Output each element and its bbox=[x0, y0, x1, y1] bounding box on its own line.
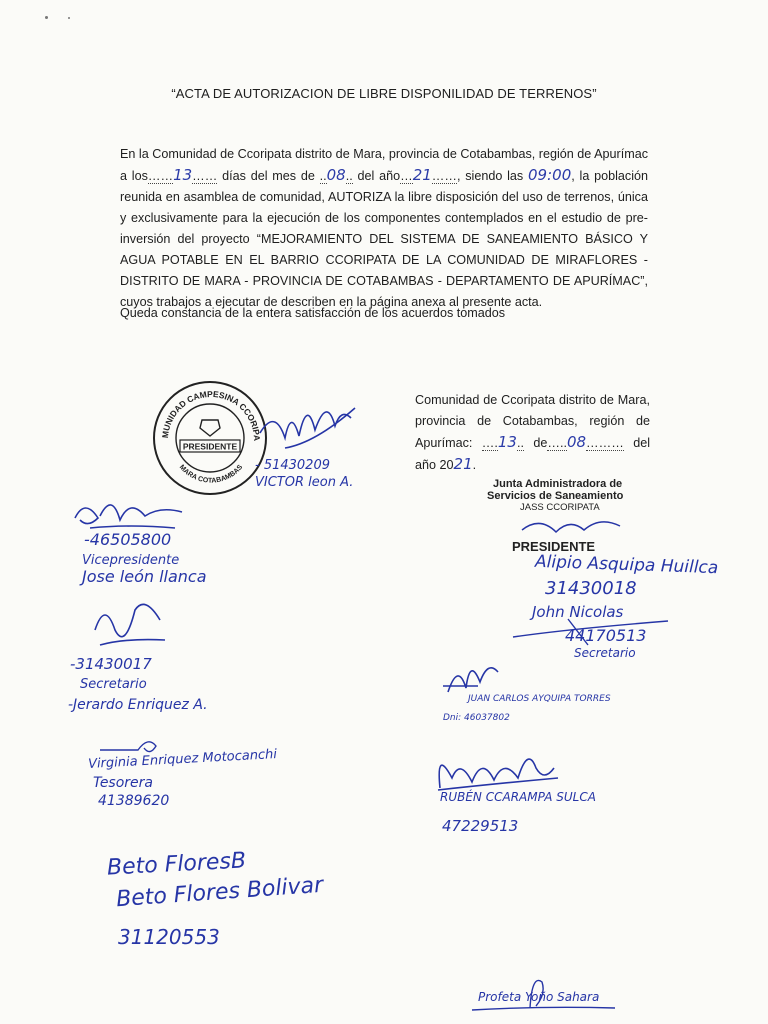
document-title: “ACTA DE AUTORIZACION DE LIBRE DISPONILIDAD DE TERRENOS” bbox=[171, 86, 597, 101]
scan-speck bbox=[68, 17, 70, 19]
handwritten-time: 09:00 bbox=[528, 166, 572, 184]
stamp-center-text: PRESIDENTE bbox=[182, 441, 238, 452]
loc-text-c: del año 20 bbox=[415, 436, 651, 472]
loc-text-b: de bbox=[533, 436, 548, 450]
location-date-block: Comunidad de Ccoripata distrito de Mara, provincia de Cotabambas, región de Apurímac: ….13.. de…..08……… del año 2021. bbox=[415, 393, 651, 473]
nicolas-dni: 44170513 bbox=[565, 626, 647, 645]
p1-text-c: del año bbox=[357, 169, 401, 183]
loc-text-end: . bbox=[472, 458, 477, 472]
p1-text-b: días del mes de bbox=[222, 169, 315, 183]
handwritten-day: 13 bbox=[173, 166, 193, 184]
handwritten-year: 21 bbox=[412, 166, 432, 184]
jerardo-name: -Jerardo Enriquez A. bbox=[68, 697, 208, 713]
nicolas-role: Secretario bbox=[574, 646, 636, 660]
juan-name: JUAN CARLOS AYQUIPA TORRES bbox=[468, 694, 611, 704]
virginia-dni: 41389620 bbox=[98, 793, 170, 809]
ruben-dni: 47229513 bbox=[442, 817, 519, 835]
victor-name: VICTOR leon A. bbox=[255, 475, 354, 490]
loc-handwritten-year: 21 bbox=[453, 455, 473, 473]
jass-stamp-role: PRESIDENTE bbox=[512, 539, 596, 554]
handwritten-month: 08 bbox=[326, 166, 346, 184]
main-paragraph: En la Comunidad de Ccoripata distrito de Mara, provincia de Cotabambas, región de Apurímac a los……13…… días del mes de ..08.. del año…21……, siendo las 09:00, la población reunida en asamblea de comunidad, AUTORIZA la libre disposición del uso de terrenos, única y exclusivamente para la ejecución de los componentes contemplados en el estudio de pre-inversión del proyecto “MEJORAMIENTO DEL SISTEMA DE SANEAMIENTO BÁSICO Y AGUA POTABLE EN EL BARRIO CCORIPATA DE LA COMUNIDAD DE MIRAFLORES - DISTRITO DE MARA - PROVINCIA DE COTABAMBAS - DEPARTAMENTO DE APURÍMAC”, cuyos trabajos a ejecutar de describen en la página anexa al presente acta. bbox=[120, 147, 649, 309]
beto-signature: Beto FloresB bbox=[106, 848, 247, 881]
jerardo-dni: -31430017 bbox=[70, 655, 152, 673]
alipio-dni: 31430018 bbox=[545, 578, 637, 599]
jass-president-signature-mark bbox=[520, 512, 630, 542]
community-round-stamp bbox=[146, 370, 270, 498]
nicolas-signature: John Nicolas bbox=[532, 603, 624, 621]
p1-text-e: , la población reunida en asamblea de comunidad, AUTORIZA la libre disposición del uso de terrenos, única y exclusivamente para la ejecución de los componentes contemplados en el estudio de pre-inversión del proyecto “MEJORAMIENTO DEL SISTEMA DE SANEAMIENTO BÁSICO Y AGUA POTABLE EN EL BARRIO CCORIPATA DE LA COMUNIDAD DE MIRAFLORES - DISTRITO DE MARA - PROVINCIA DE COTABAMBAS - DEPARTAMENTO DE APURÍMAC”, cuyos trabajos a ejecutar de describen en la página anexa al presente acta. bbox=[120, 169, 649, 309]
alipio-name: Alipio Asquipa Huillca bbox=[534, 551, 719, 579]
loc-handwritten-month: 08 bbox=[566, 433, 587, 451]
stamp-top-arc: COMUNIDAD CAMPESINA CCORIPATA bbox=[146, 370, 263, 441]
loc-text-a: Comunidad de Ccoripata distrito de Mara, provincia de Cotabambas, región de Apurímac: bbox=[415, 393, 650, 450]
virginia-name: Virginia Enriquez Motocanchi bbox=[87, 747, 278, 772]
jass-stamp-line1: Junta Administradora de bbox=[493, 478, 623, 490]
jerardo-signature-mark bbox=[85, 590, 175, 660]
jose-name: Jose león llanca bbox=[82, 567, 207, 586]
svg-text:MARA COTABAMBAS bbox=[178, 464, 245, 485]
juan-dni: Dni: 46037802 bbox=[443, 713, 510, 723]
beto-name: Beto Flores Bolivar bbox=[115, 872, 324, 913]
jerardo-role: Secretario bbox=[80, 677, 147, 692]
scan-speck bbox=[45, 16, 48, 19]
victor-signature-mark bbox=[255, 388, 365, 468]
ruben-signature-mark bbox=[432, 738, 572, 798]
ruben-name: RUBÉN CCARAMPA SULCA bbox=[440, 790, 596, 804]
jose-role: Vicepresidente bbox=[82, 553, 180, 568]
jass-stamp-line2: Servicios de Saneamiento bbox=[487, 490, 624, 502]
shield-emblem-icon bbox=[200, 420, 220, 436]
bottom-signature: Profeta Yoño Sahara bbox=[478, 990, 600, 1004]
virginia-role: Tesorera bbox=[93, 775, 153, 791]
satisfaction-paragraph: Queda constancia de la entera satisfacción de los acuerdos tomados bbox=[120, 306, 506, 320]
victor-dni: - 51430209 bbox=[255, 458, 330, 473]
p1-text-d: , siendo las bbox=[456, 169, 524, 183]
jose-dni: -46505800 bbox=[84, 530, 172, 549]
loc-handwritten-day: 13 bbox=[497, 433, 517, 451]
stamp-bottom-arc: MARA COTABAMBAS bbox=[177, 463, 245, 485]
beto-dni: 31120553 bbox=[118, 925, 220, 949]
p1-text-a: En la Comunidad de Ccoripata distrito de Mara, provincia de Cotabambas, región de Apurímac a los bbox=[120, 147, 648, 183]
jass-stamp-line3: JASS CCORIPATA bbox=[520, 502, 600, 513]
